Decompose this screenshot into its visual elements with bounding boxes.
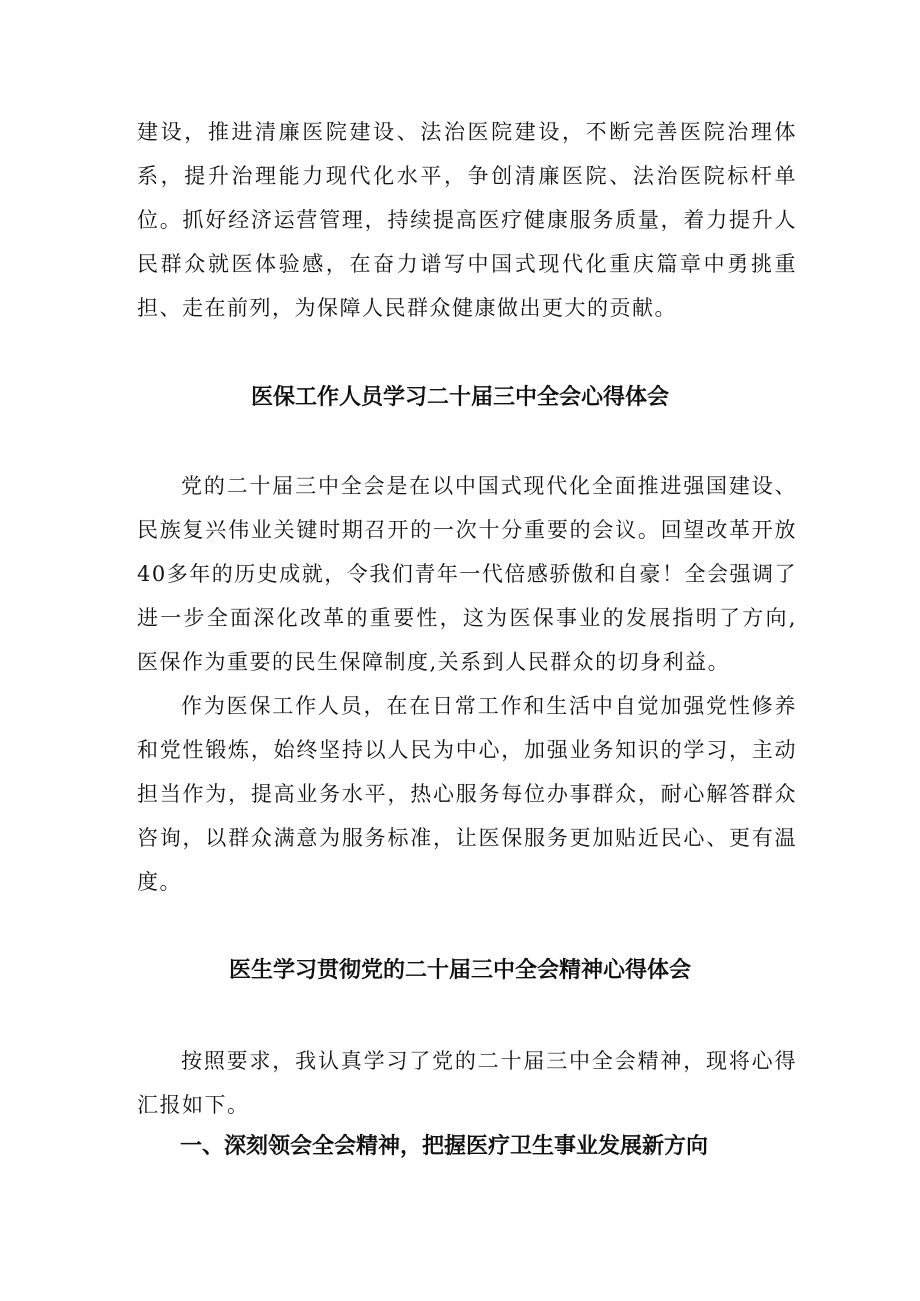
section-title-medical-insurance: 医保工作人员学习二十届三中全会心得体会 [250, 385, 669, 410]
section-title-doctor: 医生学习贯彻党的二十届三中全会精神心得体会 [228, 958, 691, 983]
paragraph-continuation: 建设，推进清廉医院建设、法治医院建设，不断完善医院治理体系，提升治理能力现代化水平，争创清廉医院、法治医院标杆单位。抓好经济运营管理，持续提高医疗健康服务质量，着力提升人民群众就医体验感，在奋力谱写中国式现代化重庆篇章中勇挑重担、走在前列，为保障人民群众健康做出更大的贡献。 [137, 120, 797, 320]
paragraph-staff-duty: 作为医保工作人员，在在日常工作和生活中自觉加强党性修养和党性锻炼，始终坚持以人民为中心，加强业务知识的学习，主动担当作为，提高业务水平，热心服务每位办事群众，耐心解答群众咨询，以群众满意为服务标准，让医保服务更加贴近民心、更有温度。 [137, 694, 797, 894]
paragraph-report-intro: 按照要求，我认真学习了党的二十届三中全会精神，现将心得汇报如下。 [137, 1049, 797, 1117]
subsection-title-one: 一、深刻领会全会精神，把握医疗卫生事业发展新方向 [180, 1134, 709, 1159]
paragraph-plenum-intro: 党的二十届三中全会是在以中国式现代化全面推进强国建设、民族复兴伟业关键时期召开的一次十分重要的会议。回望改革开放40多年的历史成就，令我们青年一代倍感骄傲和自豪！全会强调了进一步全面深化改革的重要性，这为医保事业的发展指明了方向,医保作为重要的民生保障制度,关系到人民群众的切身利益。 [137, 474, 797, 674]
